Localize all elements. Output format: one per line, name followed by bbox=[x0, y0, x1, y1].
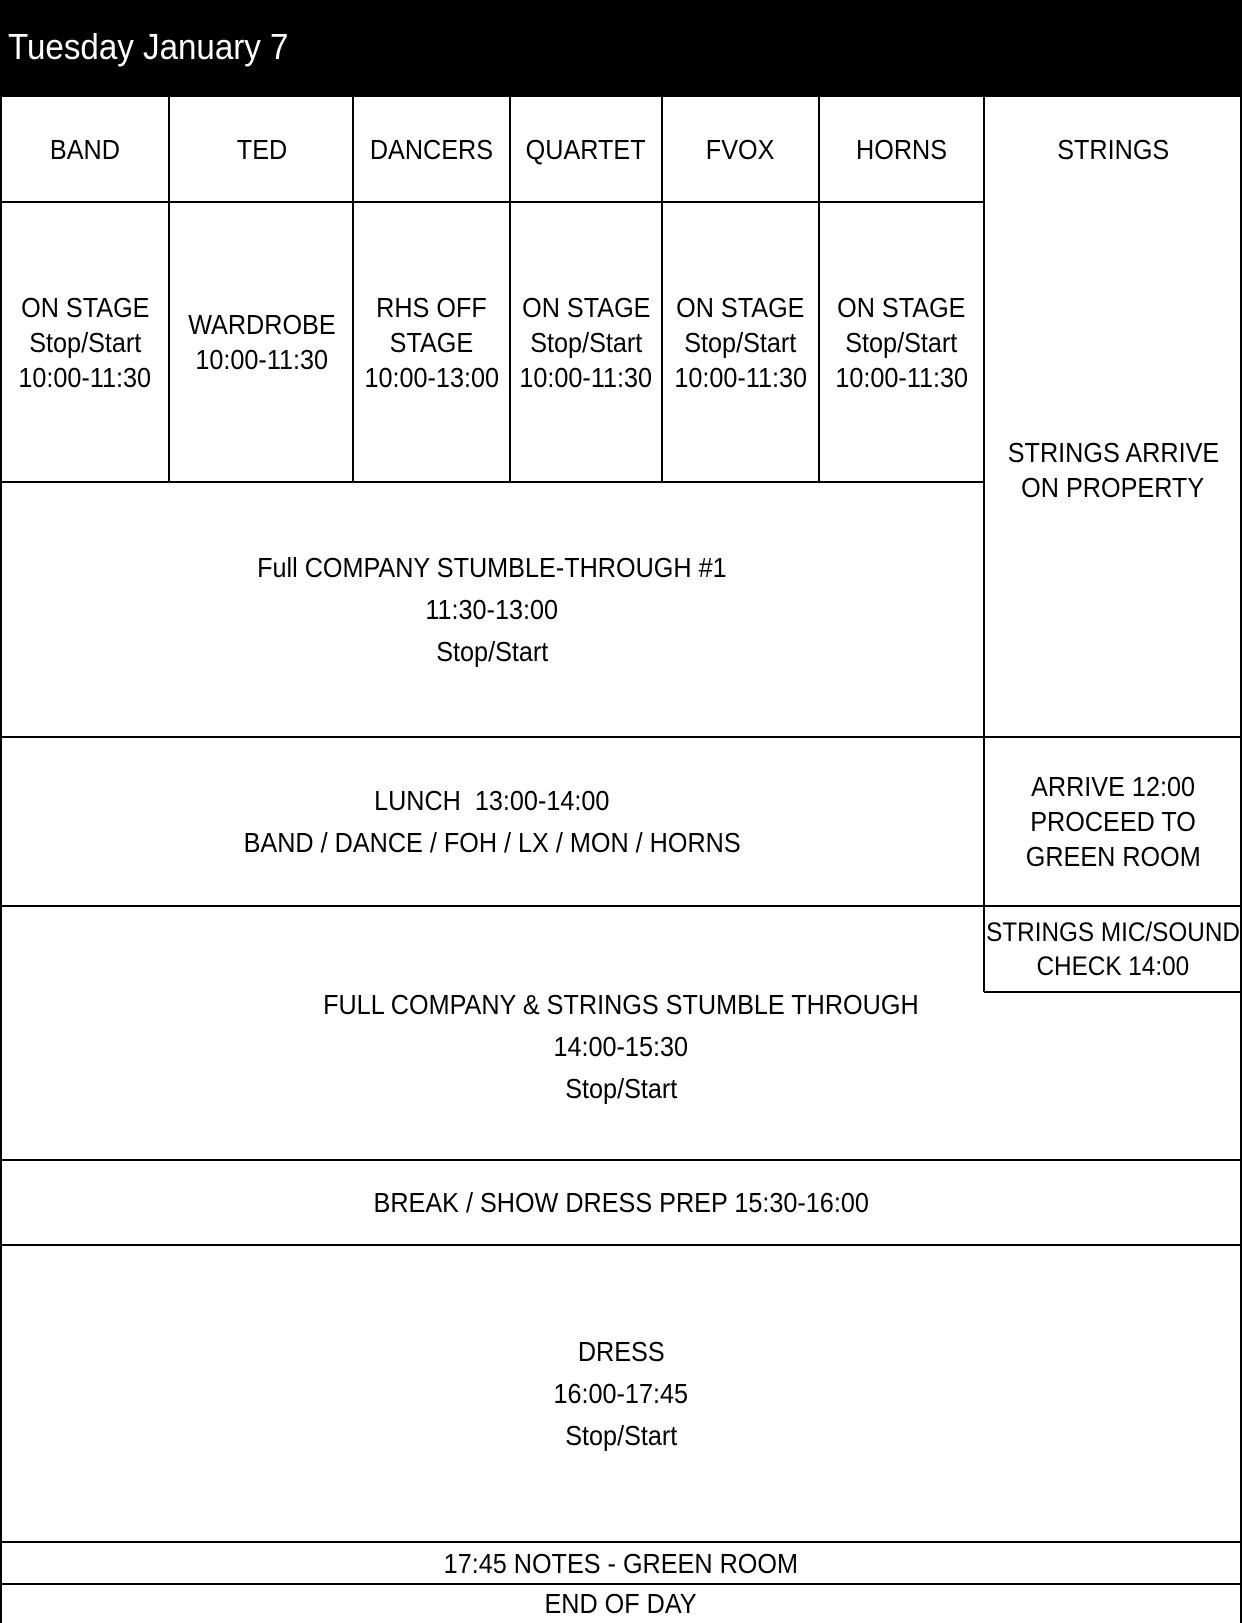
end-of-day-block: END OF DAY bbox=[544, 1588, 698, 1619]
grid-line bbox=[0, 905, 1242, 907]
grid-line bbox=[983, 97, 985, 992]
quartet-morning-block: ON STAGE Stop/Start 10:00-11:30 bbox=[519, 291, 653, 393]
band-morning-block: ON STAGE Stop/Start 10:00-11:30 bbox=[18, 291, 152, 393]
horns-morning-block: ON STAGE Stop/Start 10:00-11:30 bbox=[835, 291, 968, 393]
grid-line bbox=[661, 97, 663, 483]
col-header-strings: STRINGS bbox=[1056, 134, 1170, 165]
grid-line bbox=[0, 481, 984, 483]
stumble-through-2-block: FULL COMPANY & STRINGS STUMBLE THROUGH 14:00-15:30 Stop/Start bbox=[323, 989, 919, 1104]
col-header-quartet: QUARTET bbox=[526, 134, 646, 165]
grid-line bbox=[0, 1583, 1242, 1585]
strings-mic-check-block: STRINGS MIC/SOUND CHECK 14:00 bbox=[984, 906, 1242, 992]
grid-line bbox=[0, 736, 1242, 738]
lunch-block: LUNCH 13:00-14:00 BAND / DANCE / FOH / LX / MON / HORNS bbox=[243, 784, 741, 858]
notes-block: 17:45 NOTES - GREEN ROOM bbox=[443, 1547, 799, 1579]
fvox-morning-block: ON STAGE Stop/Start 10:00-11:30 bbox=[674, 291, 807, 393]
strings-arrive-block: STRINGS ARRIVE ON PROPERTY bbox=[1007, 436, 1219, 503]
break-block: BREAK / SHOW DRESS PREP 15:30-16:00 bbox=[373, 1187, 869, 1218]
strings-arrive-time-block: ARRIVE 12:00 PROCEED TO GREEN ROOM bbox=[1025, 771, 1201, 872]
dress-block: DRESS 16:00-17:45 Stop/Start bbox=[553, 1335, 689, 1451]
col-header-horns: HORNS bbox=[855, 134, 948, 165]
grid-line bbox=[0, 97, 2, 1623]
col-header-band: BAND bbox=[49, 134, 121, 165]
stumble-through-1-block: Full COMPANY STUMBLE-THROUGH #1 11:30-13:00 Stop/Start bbox=[257, 551, 727, 667]
page-title: Tuesday January 7 bbox=[8, 26, 289, 67]
grid-line bbox=[168, 97, 170, 483]
col-header-fvox: FVOX bbox=[706, 134, 775, 165]
col-header-dancers: DANCERS bbox=[369, 134, 494, 165]
grid-line bbox=[0, 1159, 1242, 1161]
col-header-ted: TED bbox=[236, 134, 287, 165]
grid-line bbox=[509, 97, 511, 483]
grid-line bbox=[352, 97, 354, 483]
dancers-morning-block: RHS OFF STAGE 10:00-13:00 bbox=[364, 291, 499, 393]
grid-line bbox=[0, 1541, 1242, 1543]
grid-line bbox=[0, 1244, 1242, 1246]
grid-line bbox=[0, 201, 984, 203]
grid-line bbox=[984, 991, 1242, 993]
title-bar bbox=[0, 0, 1242, 97]
ted-morning-block: WARDROBE 10:00-11:30 bbox=[187, 309, 336, 375]
grid-line bbox=[818, 97, 820, 483]
